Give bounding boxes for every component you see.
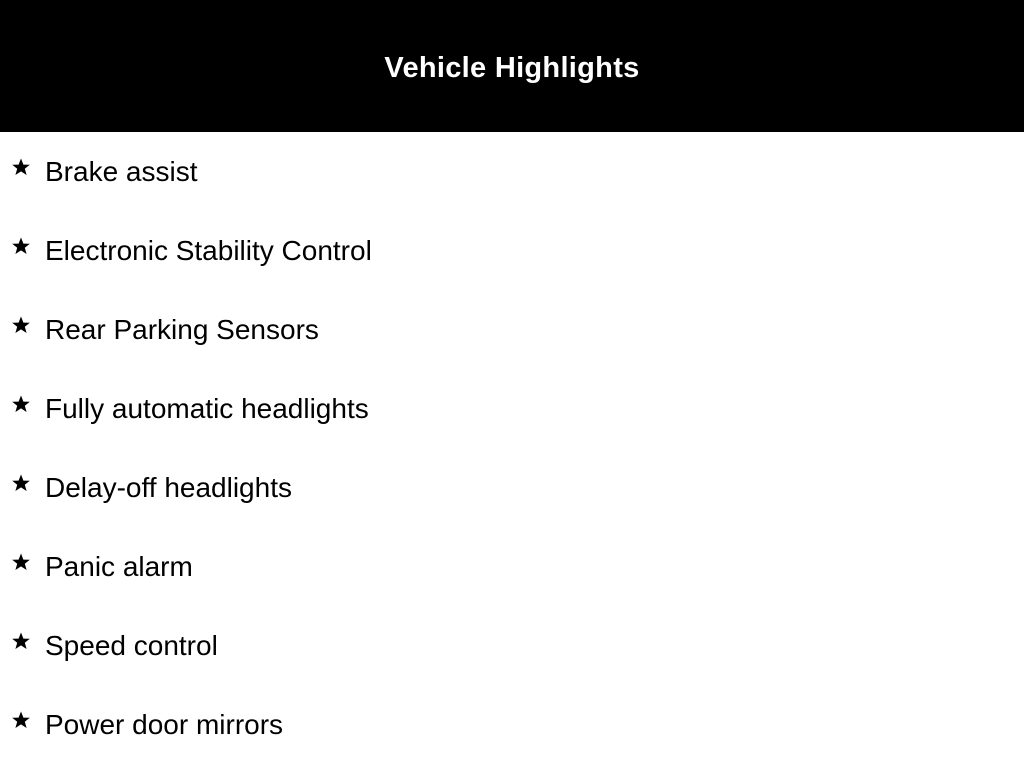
list-item-label: Fully automatic headlights bbox=[45, 393, 369, 424]
list-item-label: Panic alarm bbox=[45, 551, 193, 582]
star-icon bbox=[11, 552, 31, 572]
list-item-label: Delay-off headlights bbox=[45, 472, 292, 503]
star-icon bbox=[11, 315, 31, 335]
star-icon bbox=[11, 631, 31, 651]
header-bar bbox=[0, 0, 1024, 132]
page-title: Vehicle Highlights bbox=[384, 51, 640, 84]
star-icon bbox=[11, 473, 31, 493]
list-item-label: Power door mirrors bbox=[45, 709, 284, 740]
star-icon bbox=[11, 236, 31, 256]
list-item-label: Speed control bbox=[45, 630, 218, 661]
list-item-label: Rear Parking Sensors bbox=[45, 314, 319, 345]
star-icon bbox=[11, 394, 31, 414]
star-icon bbox=[11, 157, 31, 177]
list-item-label: Brake assist bbox=[45, 156, 198, 187]
list-item-label: Electronic Stability Control bbox=[45, 235, 372, 266]
star-icon bbox=[11, 710, 31, 730]
